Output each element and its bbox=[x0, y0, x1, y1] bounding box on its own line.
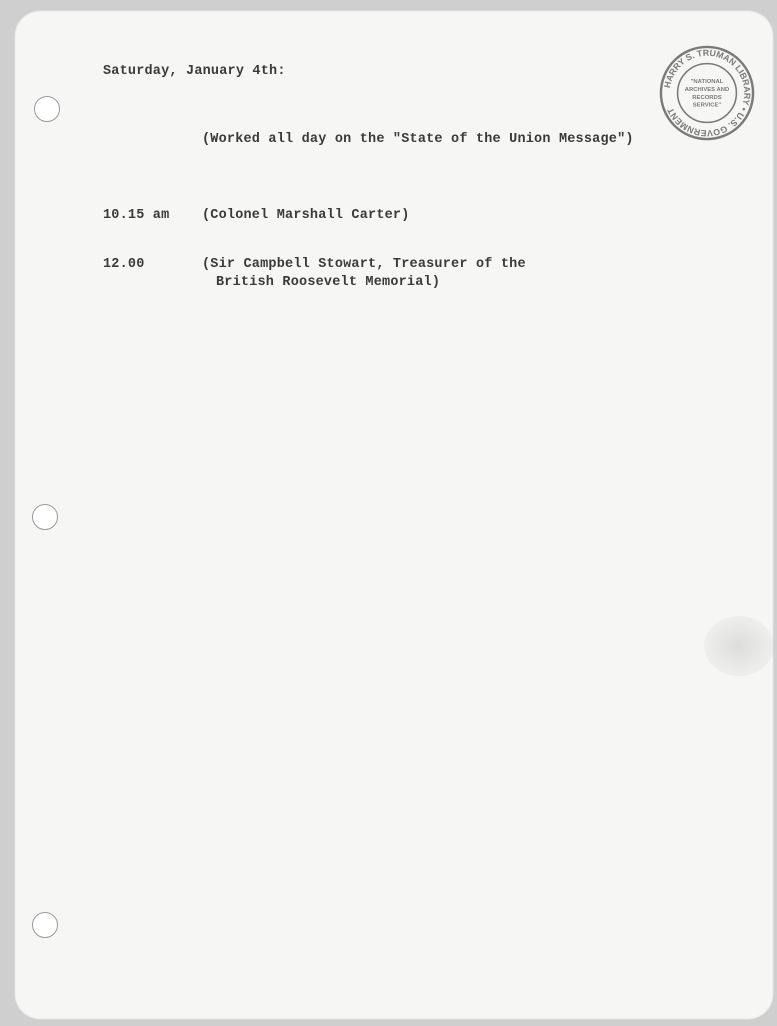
entry-time-1: 10.15 am bbox=[103, 208, 170, 223]
entry-time-2: 12.00 bbox=[103, 257, 145, 272]
entry-description-2-line-1: (Sir Campbell Stowart, Treasurer of the bbox=[202, 257, 526, 272]
day-note: (Worked all day on the "State of the Union Message") bbox=[202, 132, 634, 147]
library-stamp-icon bbox=[658, 44, 756, 142]
entry-description-1: (Colonel Marshall Carter) bbox=[202, 208, 410, 223]
binder-hole-middle bbox=[32, 504, 58, 530]
binder-hole-bottom bbox=[32, 912, 58, 938]
stamp-inner-line-1: "NATIONAL bbox=[690, 79, 724, 86]
stamp-inner-line-2: ARCHIVES AND bbox=[684, 87, 730, 94]
binder-hole-top bbox=[34, 96, 60, 122]
paper-smudge bbox=[704, 616, 774, 676]
stamp-inner-line-4: SERVICE" bbox=[692, 102, 722, 109]
entry-description-2-line-2: British Roosevelt Memorial) bbox=[216, 275, 441, 290]
stamp-outer-text: HARRY S. TRUMAN LIBRARY • U.S. GOVERNMENT bbox=[662, 47, 753, 139]
document-page bbox=[14, 10, 774, 1020]
stamp-inner-line-3: RECORDS bbox=[692, 94, 722, 101]
date-heading: Saturday, January 4th: bbox=[103, 64, 286, 79]
